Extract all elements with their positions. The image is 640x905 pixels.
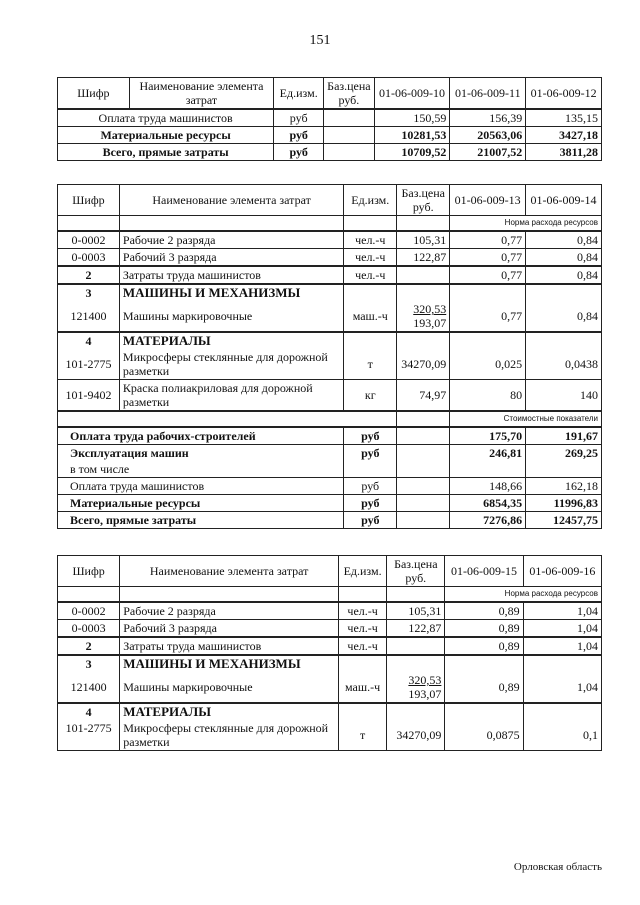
section-row: 4 МАТЕРИАЛЫ — [58, 703, 602, 720]
col-code-12: 01-06-009-12 — [526, 78, 602, 110]
section-row: 3 МАШИНЫ И МЕХАНИЗМЫ — [58, 655, 602, 672]
col-code-11: 01-06-009-11 — [450, 78, 526, 110]
col-code-10: 01-06-009-10 — [374, 78, 450, 110]
region-footer: Орловская область — [513, 861, 602, 873]
norm-label-row: Норма расхода ресурсов — [58, 587, 602, 603]
cost-table-1 — [57, 77, 602, 161]
table-row: 0-0002 Рабочие 2 разряда чел.-ч 105,31 0,77 0,84 — [58, 231, 602, 249]
table-row: Эксплуатация машин руб 246,81 269,25 — [58, 445, 602, 462]
col-code: Шифр — [58, 78, 130, 110]
norm-label-row: Норма расхода ресурсов — [58, 216, 602, 232]
table-row: Оплата труда рабочих-строителей руб 175,70 191,67 — [58, 427, 602, 445]
table-row: Материальные ресурсы руб 6854,35 11996,83 — [58, 495, 602, 512]
table-row: 121400 Машины маркировочные маш.-ч 320,53 193,07 0,89 1,04 — [58, 672, 602, 703]
table-row: 2 Затраты труда машинистов чел.-ч 0,77 0,84 — [58, 266, 602, 284]
table-row: 0-0003 Рабочий 3 разряда чел.-ч 122,87 0,89 1,04 — [58, 620, 602, 638]
table-row: 0-0003 Рабочий 3 разряда чел.-ч 122,87 0,77 0,84 — [58, 249, 602, 267]
table-header: Шифр Наименование элемента затрат Ед.изм. Баз.цена руб. 01-06-009-15 01-06-009-16 — [58, 556, 602, 587]
table-row: 101-9402 Краска полиакриловая для дорожной разметки кг 74,97 80 140 — [58, 380, 602, 412]
page-number: 151 — [309, 33, 331, 48]
table-row: Всего, прямые затраты руб 7276,86 12457,75 — [58, 512, 602, 529]
table-row: 0-0002 Рабочие 2 разряда чел.-ч 105,31 0,89 1,04 — [58, 602, 602, 620]
cost-label-row: Стоимостные показатели — [58, 411, 602, 427]
table-row: 101-2775 Микросферы стеклянные для дорожной разметки т 34270,09 0,0875 0,1 — [58, 720, 602, 751]
table-row: в том числе — [58, 461, 602, 478]
table-header — [58, 78, 602, 110]
table-row: Всего, прямые затраты руб 10709,52 21007,52 3811,28 — [58, 144, 602, 161]
col-price: Баз.цена руб. — [324, 78, 374, 110]
section-row: 3 МАШИНЫ И МЕХАНИЗМЫ — [58, 284, 602, 301]
table-row: Материальные ресурсы руб 10281,53 20563,06 3427,18 — [58, 127, 602, 144]
table-row: Оплата труда машинистов руб 148,66 162,18 — [58, 478, 602, 495]
col-unit: Ед.изм. — [274, 78, 324, 110]
table-row: Оплата труда машинистов руб 150,59 156,39 135,15 — [58, 109, 602, 127]
resource-table-3 — [57, 555, 602, 751]
resource-table-2 — [57, 184, 602, 529]
table-row: 101-2775 Микросферы стеклянные для дорожной разметки т 34270,09 0,025 0,0438 — [58, 349, 602, 380]
table-row: 2 Затраты труда машинистов чел.-ч 0,89 1,04 — [58, 637, 602, 655]
table-row: 121400 Машины маркировочные маш.-ч 320,53 193,07 0,77 0,84 — [58, 301, 602, 332]
table-header: Шифр Наименование элемента затрат Ед.изм. Баз.цена руб. 01-06-009-13 01-06-009-14 — [58, 185, 602, 216]
col-name: Наименование элемента затрат — [129, 78, 273, 110]
section-row: 4 МАТЕРИАЛЫ — [58, 332, 602, 349]
